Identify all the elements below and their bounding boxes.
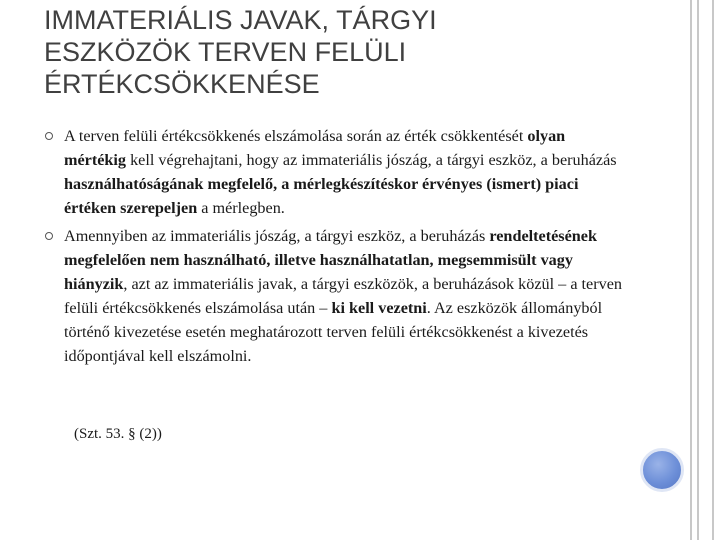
bullet-list <box>44 124 629 372</box>
bullet-bold-text: használhatóságának megfelelő, a mérlegkészítéskor érvényes (ismert) piaci értéken szerepeljen <box>64 175 579 217</box>
legal-reference: (Szt. 53. § (2)) <box>74 426 162 442</box>
bullet-text: Amennyiben az immateriális jószág, a tárgyi eszköz, a beruházás <box>64 227 490 245</box>
bullet-text: A terven felüli értékcsökkenés elszámolása során az érték csökkentését <box>64 127 528 145</box>
bullet-text: a mérlegben. <box>197 199 285 217</box>
bullet-item <box>44 124 629 220</box>
decorative-line <box>690 0 692 540</box>
title-line: IMMATERIÁLIS JAVAK, TÁRGYI <box>44 5 437 35</box>
decorative-line <box>712 0 714 540</box>
bullet-text: , azt az immateriális javak, a tárgyi eszközök, a beruházások közül – a terven felüli értékcsökkenés elszámolása után – <box>64 275 622 317</box>
bullet-bold-text: olyan mértékig <box>64 127 566 169</box>
decorative-circle-icon <box>640 448 684 492</box>
bullet-text: . Az eszközök állományból történő kivezetése esetén meghatározott terven felüli értékcsökkenést a kivezetés időpontjával kell elszámolni. <box>64 299 603 365</box>
title-line: ESZKÖZÖK TERVEN FELÜLI <box>44 37 407 67</box>
bullet-text: kell végrehajtani, hogy az immateriális jószág, a tárgyi eszköz, a beruházás <box>126 151 617 169</box>
bullet-item <box>44 224 629 368</box>
bullet-marker-icon <box>45 232 53 240</box>
bullet-marker-icon <box>45 132 53 140</box>
slide-title <box>44 4 644 100</box>
title-line: ÉRTÉKCSÖKKENÉSE <box>44 69 320 99</box>
decorative-line <box>697 0 699 540</box>
bullet-bold-text: rendeltetésének megfelelően nem használható, illetve használhatatlan, megsemmisült vagy hiányzik <box>64 227 597 293</box>
bullet-bold-text: ki kell vezetni <box>331 299 427 317</box>
